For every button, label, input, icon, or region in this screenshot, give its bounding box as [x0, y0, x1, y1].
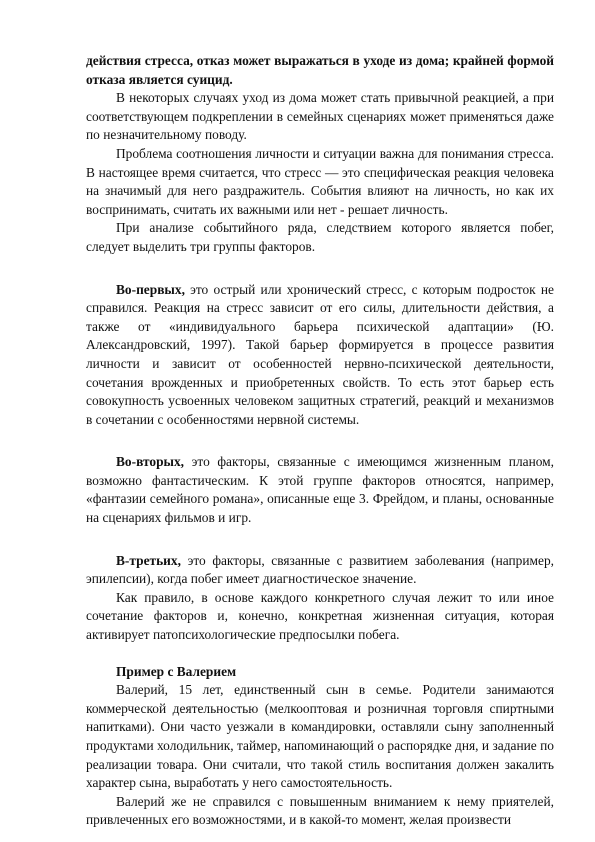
first-factor-lead: Во-первых,	[116, 281, 185, 297]
third-factor-text: это факторы, связанные с развитием заболевания (например, эпилепсии), когда побег имеет диагностическое значение.	[86, 552, 554, 587]
paragraph-case-background: Валерий, 15 лет, единственный сын в семье. Родители занимаются коммерческой деятельностью (мелкооптовая и розничная торговля спиртными напитками). Они часто уезжали в командировки, оставляли сыну заполненный продуктами холодильник, таймер, напоминающий о распорядке дня, и задание по реализации товара. Они считали, что такой стиль воспитания должен закалить характер сына, выработать у него самостоятельность.	[86, 682, 554, 791]
spacer	[86, 528, 554, 552]
paragraph-second-factor	[86, 453, 554, 527]
first-factor-text: это острый или хронический стресс, с которым подросток не справился. Реакция на стресс зависит от его силы, длительности действия, а также от «индивидуального барьера психической адаптации» (Ю. Александровский, 1997). Такой барьер формируется в процессе развития личности и зависит от особенностей нервно-психической деятельности, сочетания врожденных и приобретенных свойств. То есть этот барьер есть совокупность усвоенных человеком защитных стратегий, реакций и механизмов в сочетании с особенностями нервной системы.	[86, 281, 554, 427]
case-heading: Пример с Валерием	[116, 663, 237, 679]
spacer	[86, 257, 554, 281]
spacer	[86, 645, 554, 663]
paragraph-third-factor	[86, 552, 554, 589]
second-factor-text: это факторы, связанные с имеющимся жизненным планом, возможно фантастическим. К этой группе факторов относятся, например, «фантазии семейного романа», описанные еще 3. Фрейдом, и планы, основанные на сценариях фильмов и игр.	[86, 454, 554, 526]
paragraph-factor-combination: Как правило, в основе каждого конкретного случая лежит то или иное сочетание факторов и, конечно, конкретная жизненная ситуация, которая активирует патопсихологические предпосылки побега.	[86, 589, 554, 643]
paragraph-continuation: действия стресса, отказ может выражаться в уходе из дома; крайней формой отказа является суицид.	[86, 53, 554, 87]
document-page	[86, 52, 554, 830]
spacer	[86, 429, 554, 453]
paragraph-stress-definition: Проблема соотношения личности и ситуации важна для понимания стресса. В настоящее время считается, что стресс — это специфическая реакция человека на значимый для него раздражитель. События влияют на личность, но как их воспринимать, считать их важными или нет - решает личность.	[86, 145, 554, 217]
paragraph-habitual-reaction: В некоторых случаях уход из дома может стать привычной реакцией, а при соответствующем подкреплении в семейных сценариях может применяться даже по незначительному поводу.	[86, 90, 554, 143]
paragraph-first-factor	[86, 281, 554, 430]
third-factor-lead: В-третьих,	[116, 552, 181, 568]
second-factor-lead: Во-вторых,	[116, 454, 185, 470]
paragraph-factor-groups: При анализе событийного ряда, следствием которого является побег, следует выделить три группы факторов.	[86, 220, 554, 254]
paragraph-case-continuation: Валерий же не справился с повышенным вниманием к нему приятелей, привлеченных его возможностями, и в какой-то момент, желая произвести	[86, 793, 554, 828]
